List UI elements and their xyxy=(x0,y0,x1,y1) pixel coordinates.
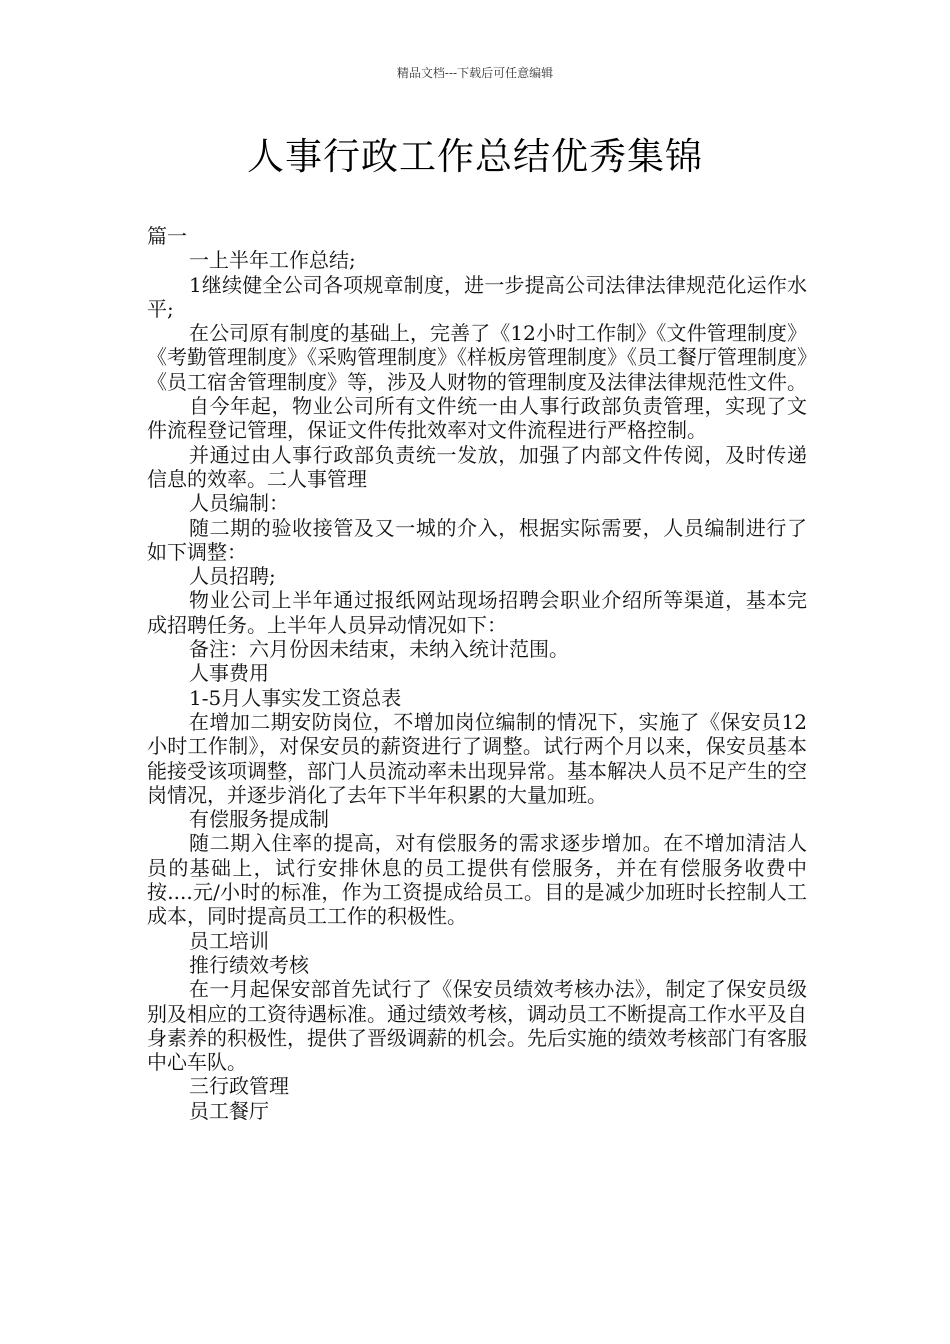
paragraph: 物业公司上半年通过报纸网站现场招聘会职业介绍所等渠道，基本完成招聘任务。上半年人员异动情况如下： xyxy=(147,588,807,637)
paragraph: 人员编制： xyxy=(189,491,289,516)
paragraph: 随二期的验收接管及又一城的介入，根据实际需要，人员编制进行了如下调整： xyxy=(147,515,807,564)
section-label: 篇一 xyxy=(147,224,187,248)
page-header-note: 精品文档---下载后可任意编辑 xyxy=(396,66,554,80)
paragraph: 有偿服务提成制 xyxy=(189,807,329,832)
paragraph: 人员招聘; xyxy=(189,564,276,589)
paragraph: 并通过由人事行政部负责统一发放，加强了内部文件传阅，及时传递信息的效率。二人事管理 xyxy=(147,442,807,491)
paragraph: 备注：六月份因未结束，未纳入统计范围。 xyxy=(189,637,569,662)
paragraph: 三行政管理 xyxy=(189,1074,289,1099)
paragraph: 一上半年工作总结; xyxy=(189,248,356,273)
paragraph: 人事费用 xyxy=(189,661,269,686)
paragraph: 1-5月人事实发工资总表 xyxy=(189,685,402,710)
paragraph: 在一月起保安部首先试行了《保安员绩效考核办法》，制定了保安员级别及相应的工资待遇标准。通过绩效考核，调动员工不断提高工作水平及自身素养的积极性，提供了晋级调薪的机会。先后实施的绩效考核部门有客服中心车队。 xyxy=(147,977,807,1075)
paragraph: 自今年起，物业公司所有文件统一由人事行政部负责管理，实现了文件流程登记管理，保证文件传批效率对文件流程进行严格控制。 xyxy=(147,394,807,443)
document-body xyxy=(147,224,807,1123)
paragraph: 在增加二期安防岗位，不增加岗位编制的情况下，实施了《保安员12小时工作制》，对保安员的薪资进行了调整。试行两个月以来，保安员基本能接受该项调整，部门人员流动率未出现异常。基本解决人员不足产生的空岗情况，并逐步消化了去年下半年积累的大量加班。 xyxy=(147,709,807,807)
paragraph: 在公司原有制度的基础上，完善了《12小时工作制》《文件管理制度》《考勤管理制度》《采购管理制度》《样板房管理制度》《员工餐厅管理制度》《员工宿舍管理制度》等，涉及人财物的管理制度及法律法律规范性文件。 xyxy=(147,321,807,394)
paragraph: 推行绩效考核 xyxy=(189,952,309,977)
paragraph: 随二期入住率的提高，对有偿服务的需求逐步增加。在不增加清洁人员的基础上，试行安排休息的员工提供有偿服务，并在有偿服务收费中按....元/小时的标准，作为工资提成给员工。目的是减少加班时长控制人工成本，同时提高员工工作的积极性。 xyxy=(147,831,807,929)
paragraph: 员工培训 xyxy=(189,928,269,953)
document-title: 人事行政工作总结优秀集锦 xyxy=(247,135,703,178)
paragraph: 1继续健全公司各项规章制度，进一步提高公司法律法律规范化运作水平; xyxy=(147,272,807,321)
paragraph: 员工餐厅 xyxy=(189,1098,269,1123)
